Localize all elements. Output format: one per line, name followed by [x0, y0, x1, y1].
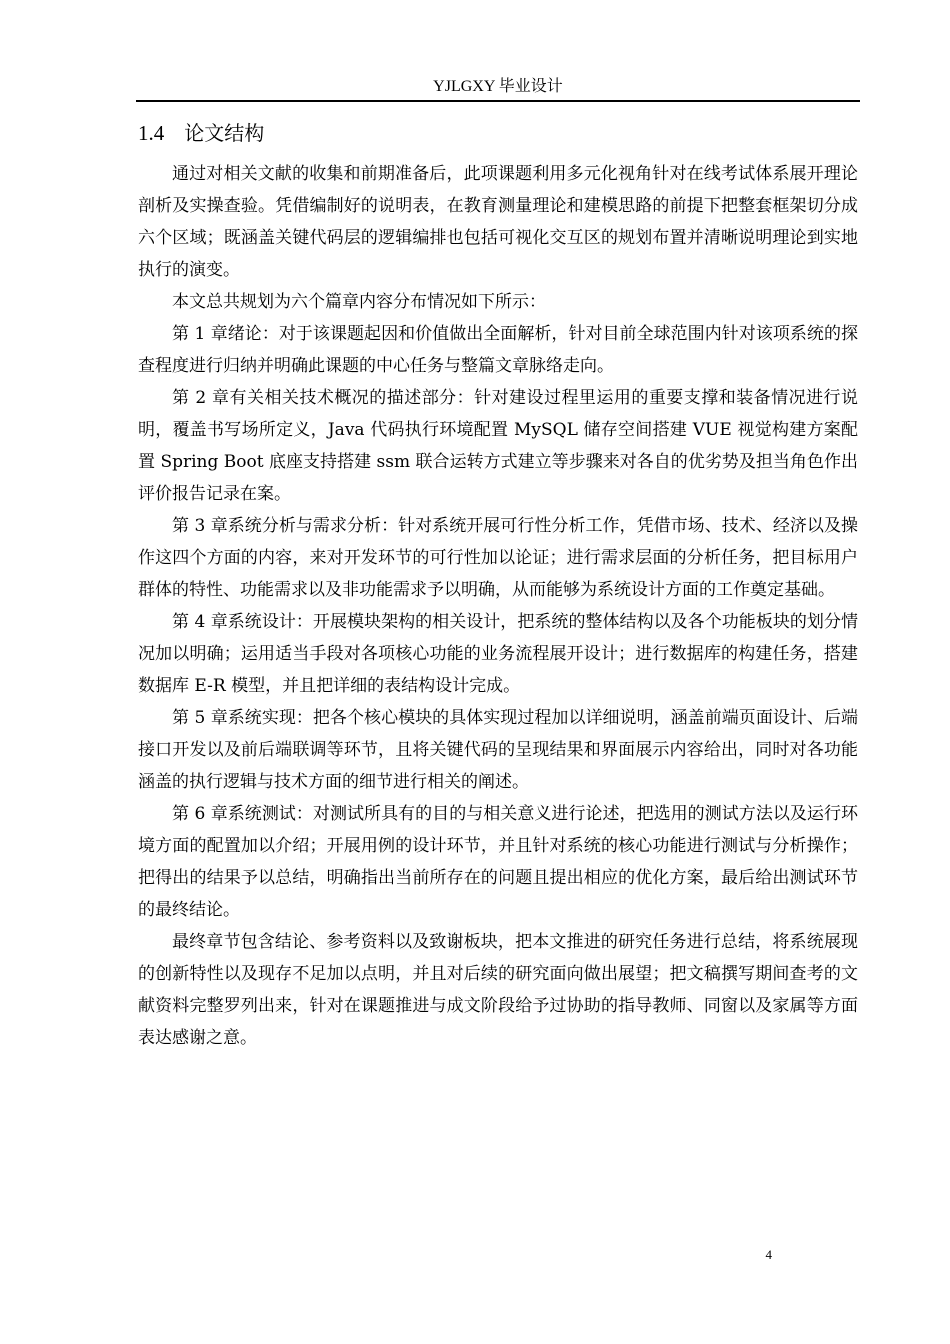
paragraph-outline: 本文总共规划为六个篇章内容分布情况如下所示： — [172, 292, 546, 312]
section-number: 1.4 — [138, 121, 165, 145]
section-heading — [138, 118, 264, 148]
paragraph-chapter-5: 第 5 章系统实现：把各个核心模块的具体实现过程加以详细说明，涵盖前端页面设计、后端接口开发以及前后端联调等环节，且将关键代码的呈现结果和界面展示内容给出，同时对各功能涵盖的执行逻辑与技术方面的细节进行相关的阐述。 — [138, 708, 858, 792]
page-header: YJLGXY 毕业设计 — [433, 78, 563, 95]
section-title: 论文结构 — [184, 121, 265, 145]
paragraph-chapter-1: 第 1 章绪论：对于该课题起因和价值做出全面解析，针对目前全球范围内针对该项系统的探查程度进行归纳并明确此课题的中心任务与整篇文章脉络走向。 — [138, 324, 858, 376]
page-number: 4 — [765, 1247, 772, 1262]
paragraph-chapter-6: 第 6 章系统测试：对测试所具有的目的与相关意义进行论述，把选用的测试方法以及运行环境方面的配置加以介绍；开展用例的设计环节，并且针对系统的核心功能进行测试与分析操作；把得出的结果予以总结，明确指出当前所存在的问题且提出相应的优化方案，最后给出测试环节的最终结论。 — [138, 804, 858, 920]
paragraph-chapter-4: 第 4 章系统设计：开展模块架构的相关设计，把系统的整体结构以及各个功能板块的划分情况加以明确；运用适当手段对各项核心功能的业务流程展开设计；进行数据库的构建任务，搭建数据库 E-R 模型，并且把详细的表结构设计完成。 — [138, 612, 858, 696]
paragraph-final-chapter: 最终章节包含结论、参考资料以及致谢板块，把本文推进的研究任务进行总结，将系统展现的创新特性以及现存不足加以点明，并且对后续的研究面向做出展望；把文稿撰写期间查考的文献资料完整罗列出来，针对在课题推进与成文阶段给予过协助的指导教师、同窗以及家属等方面表达感谢之意。 — [138, 932, 858, 1048]
paragraph-chapter-3: 第 3 章系统分析与需求分析：针对系统开展可行性分析工作，凭借市场、技术、经济以及操作这四个方面的内容，来对开发环节的可行性加以论证；进行需求层面的分析任务，把目标用户群体的特性、功能需求以及非功能需求予以明确，从而能够为系统设计方面的工作奠定基础。 — [138, 516, 858, 600]
paragraph-intro: 通过对相关文献的收集和前期准备后，此项课题利用多元化视角针对在线考试体系展开理论剖析及实操查验。凭借编制好的说明表，在教育测量理论和建模思路的前提下把整套框架切分成六个区域；既涵盖关键代码层的逻辑编排也包括可视化交互区的规划布置并清晰说明理论到实地执行的演变。 — [138, 164, 858, 280]
paragraph-chapter-2: 第 2 章有关相关技术概况的描述部分：针对建设过程里运用的重要支撑和装备情况进行说明，覆盖书写场所定义，Java 代码执行环境配置 MySQL 储存空间搭建 VUE 视觉构建方案配置 Spring Boot 底座支持搭建 ssm 联合运转方式建立等步骤来对各自的优劣势及担当角色作出评价报告记录在案。 — [138, 388, 858, 504]
header-rule — [136, 100, 860, 102]
body-text — [138, 158, 858, 1054]
